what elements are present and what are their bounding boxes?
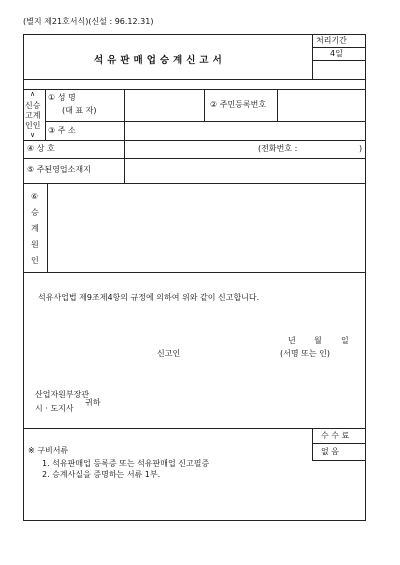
attachment-item: 1. 석유판매업 등록증 또는 석유판매업 신고필증	[42, 459, 210, 468]
address-label: ③ 주 소	[48, 126, 76, 135]
divider	[312, 428, 313, 460]
phone-label: (전화번호 :	[258, 144, 298, 153]
divider	[23, 89, 366, 90]
signature-label: (서명 또는 인)	[280, 349, 330, 358]
date-month: 월	[314, 336, 322, 345]
business-address-label: ⑤ 주된영업소재지	[27, 165, 91, 174]
divider	[45, 121, 366, 122]
name-label: ① 성 명	[48, 93, 76, 102]
form-number: (별지 제21호서식)(신설 : 96.12.31)	[23, 17, 154, 26]
processing-period-value: 4일	[330, 49, 343, 58]
divider	[23, 183, 366, 184]
date-day: 일	[341, 336, 349, 345]
reg-no-label: ② 주민등록번호	[210, 100, 267, 109]
cause-label: 계	[31, 224, 39, 233]
divider	[312, 460, 366, 461]
divider	[312, 47, 366, 48]
divider	[23, 79, 366, 80]
section-label: 신승	[25, 101, 41, 110]
cause-label: 인	[31, 256, 39, 265]
fee-value: 없 음	[321, 447, 339, 456]
fee-label: 수 수 료	[321, 431, 350, 440]
cause-label: 승	[31, 208, 39, 217]
divider	[124, 89, 125, 183]
cause-number: ⑥	[31, 192, 39, 201]
section-mark: ∧	[30, 90, 36, 98]
trade-name-label: ④ 상 호	[27, 144, 55, 153]
attachments-heading: ※ 구비서류	[28, 446, 69, 455]
divider	[312, 34, 313, 79]
divider	[277, 89, 278, 121]
date-year: 년	[288, 336, 296, 345]
section-mark: ∨	[30, 131, 36, 139]
divider	[312, 443, 366, 444]
declarant-label: 신고인	[157, 349, 181, 358]
divider	[23, 140, 366, 141]
phone-close: )	[359, 144, 363, 153]
section-label: 고계	[25, 111, 41, 120]
divider	[23, 428, 366, 429]
cause-label: 원	[31, 240, 39, 249]
divider	[204, 89, 205, 121]
section-label: 인인	[25, 121, 41, 130]
attachment-item: 2. 승계사실을 증명하는 서류 1부.	[42, 470, 161, 479]
processing-period-label: 처리기간	[316, 36, 347, 45]
recipient-suffix: 귀하	[85, 398, 101, 407]
divider	[45, 89, 46, 140]
divider	[312, 60, 366, 61]
divider	[47, 183, 48, 272]
declaration-text: 석유사업법 제9조제4항의 규정에 의하여 위와 같이 신고합니다.	[38, 293, 260, 302]
divider	[23, 272, 366, 273]
recipient-ministry: 산업자원부장관	[35, 390, 90, 399]
name-sublabel: (대 표 자)	[62, 106, 97, 115]
form-title: 석유판매업승계신고서	[94, 55, 226, 66]
recipient-governor: 시 · 도지사	[35, 404, 74, 413]
divider	[23, 158, 366, 159]
